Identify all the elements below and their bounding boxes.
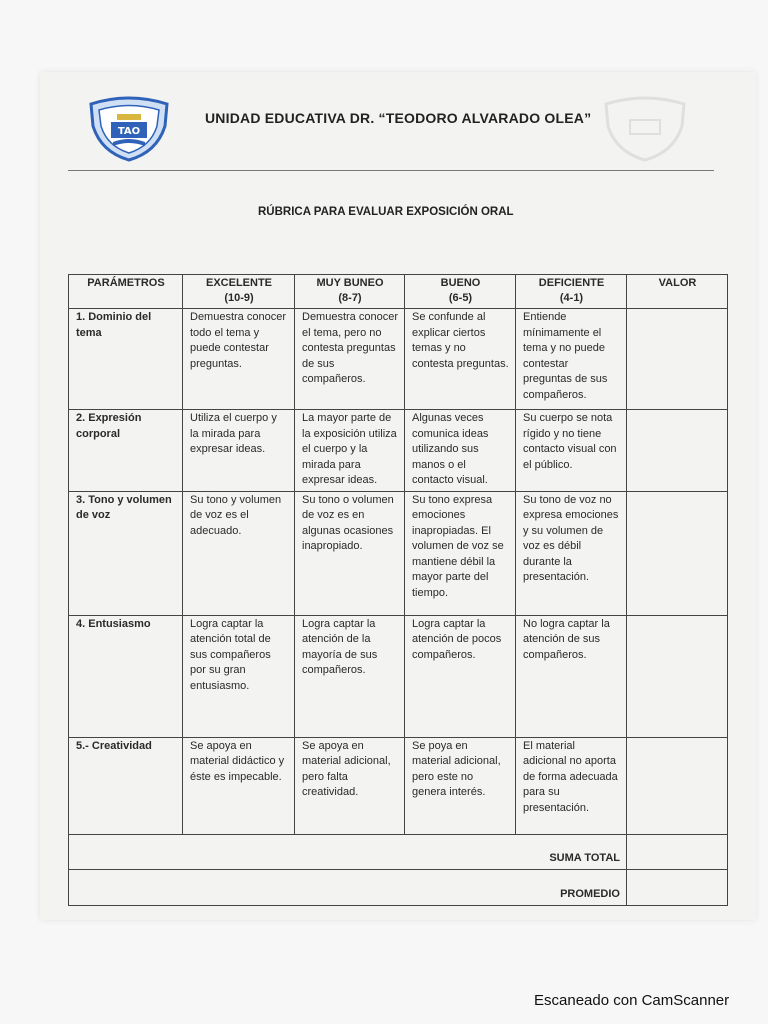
bueno-cell: Se confunde al explicar ciertos temas y no contesta preguntas. xyxy=(405,309,516,410)
table-row xyxy=(69,615,728,737)
muy-bueno-cell: Su tono o volumen de voz es en algunas ocasiones inapropiado. xyxy=(295,491,405,615)
excelente-cell: Utiliza el cuerpo y la mirada para expresar ideas. xyxy=(183,410,295,492)
header-valor: VALOR xyxy=(627,275,728,309)
valor-cell[interactable] xyxy=(627,737,728,834)
promedio-label: PROMEDIO xyxy=(69,869,627,905)
suma-total-value[interactable] xyxy=(627,834,728,869)
excelente-cell: Se apoya en material didáctico y éste es impecable. xyxy=(183,737,295,834)
header-parametros: PARÁMETROS xyxy=(69,275,183,309)
deficiente-cell: Su cuerpo se nota rígido y no tiene contacto visual con el público. xyxy=(516,410,627,492)
valor-cell[interactable] xyxy=(627,410,728,492)
promedio-row xyxy=(69,869,728,905)
school-name: UNIDAD EDUCATIVA DR. “TEODORO ALVARADO OLEA” xyxy=(205,110,592,126)
document-title: RÚBRICA PARA EVALUAR EXPOSICIÓN ORAL xyxy=(258,206,514,218)
logo-text: TAO xyxy=(117,126,141,137)
scanner-watermark: Escaneado con CamScanner xyxy=(534,992,730,1009)
deficiente-cell: El material adicional no aporta de forma adecuada para su presentación. xyxy=(516,737,627,834)
table-row xyxy=(69,737,728,834)
header-deficiente: DEFICIENTE (4-1) xyxy=(516,275,627,309)
excelente-cell: Su tono y volumen de voz es el adecuado. xyxy=(183,491,295,615)
faded-logo-icon xyxy=(600,96,690,162)
header-bueno: BUENO (6-5) xyxy=(405,275,516,309)
valor-cell[interactable] xyxy=(627,615,728,737)
promedio-value[interactable] xyxy=(627,869,728,905)
muy-bueno-cell: La mayor parte de la exposición utiliza el cuerpo y la mirada para expresar ideas. xyxy=(295,410,405,492)
header-divider xyxy=(68,170,714,171)
parameter-cell: 4. Entusiasmo xyxy=(69,615,183,737)
valor-cell[interactable] xyxy=(627,491,728,615)
parameter-cell: 1. Dominio del tema xyxy=(69,309,183,410)
table-header-row xyxy=(69,275,728,309)
muy-bueno-cell: Logra captar la atención de la mayoría de sus compañeros. xyxy=(295,615,405,737)
bueno-cell: Su tono expresa emociones inapropiadas. El volumen de voz se mantiene débil la mayor parte del tiempo. xyxy=(405,491,516,615)
table-row xyxy=(69,410,728,492)
deficiente-cell: No logra captar la atención de sus compañeros. xyxy=(516,615,627,737)
valor-cell[interactable] xyxy=(627,309,728,410)
muy-bueno-cell: Se apoya en material adicional, pero falta creatividad. xyxy=(295,737,405,834)
table-row xyxy=(69,309,728,410)
deficiente-cell: Entiende mínimamente el tema y no puede contestar preguntas de sus compañeros. xyxy=(516,309,627,410)
school-logo-icon xyxy=(87,96,171,162)
header-excelente: EXCELENTE (10-9) xyxy=(183,275,295,309)
excelente-cell: Logra captar la atención total de sus compañeros por su gran entusiasmo. xyxy=(183,615,295,737)
bueno-cell: Logra captar la atención de pocos compañeros. xyxy=(405,615,516,737)
parameter-cell: 3. Tono y volumen de voz xyxy=(69,491,183,615)
bueno-cell: Se poya en material adicional, pero este no genera interés. xyxy=(405,737,516,834)
table-row xyxy=(69,491,728,615)
suma-total-row xyxy=(69,834,728,869)
parameter-cell: 5.- Creatividad xyxy=(69,737,183,834)
parameter-cell: 2. Expresión corporal xyxy=(69,410,183,492)
excelente-cell: Demuestra conocer todo el tema y puede contestar preguntas. xyxy=(183,309,295,410)
suma-total-label: SUMA TOTAL xyxy=(69,834,627,869)
bueno-cell: Algunas veces comunica ideas utilizando sus manos o el contacto visual. xyxy=(405,410,516,492)
deficiente-cell: Su tono de voz no expresa emociones y su volumen de voz es débil durante la presentación. xyxy=(516,491,627,615)
muy-bueno-cell: Demuestra conocer el tema, pero no contesta preguntas de sus compañeros. xyxy=(295,309,405,410)
header-muy-bueno: MUY BUNEO (8-7) xyxy=(295,275,405,309)
rubric-table xyxy=(68,274,728,906)
